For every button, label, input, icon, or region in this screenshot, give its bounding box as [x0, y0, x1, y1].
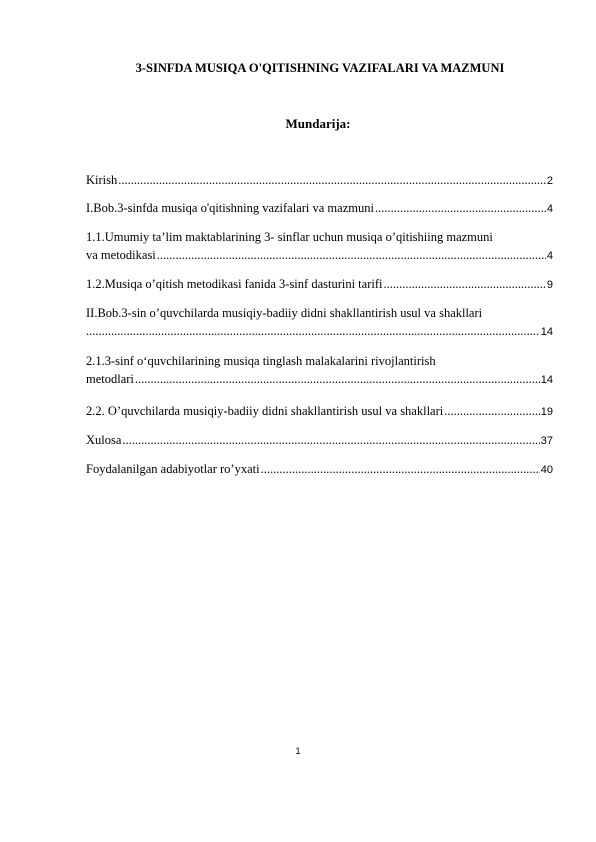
toc-dot-leader	[444, 402, 540, 420]
document-title: 3-SINFDA MUSIQA O'QITISHNING VAZIFALARI VA MAZMUNI	[135, 61, 505, 75]
toc-entry[interactable]	[86, 431, 553, 450]
toc-entry[interactable]	[86, 304, 553, 341]
toc-entry-title: 2.2. O’quvchilarda musiqiy-badiiy didni shakllantirish usul va shakllari	[86, 404, 444, 418]
toc-dot-leader	[135, 370, 540, 388]
toc-entry-title: va metodikasi	[86, 248, 156, 262]
toc-entry-title: I.Bob.3-sinfda musiqa o'qitishning vazifalari va mazmuni	[86, 201, 374, 215]
toc-entry-page: 2	[546, 175, 553, 187]
toc-entry-title: metodlari	[86, 372, 134, 386]
toc-entry-page: 19	[540, 406, 553, 418]
toc-dot-leader	[122, 431, 539, 449]
toc-entry[interactable]	[86, 352, 553, 389]
toc-entry[interactable]	[86, 228, 553, 265]
toc-entry-title: Foydalanilgan adabiyotlar ro’yxati	[86, 462, 260, 476]
toc-entry[interactable]	[86, 199, 553, 218]
toc-entry-page: 37	[540, 435, 553, 447]
toc-entry[interactable]	[86, 171, 553, 190]
toc-dot-leader	[375, 199, 546, 217]
toc-entry-page: 40	[540, 464, 553, 476]
toc-entry-title-line: II.Bob.3-sin o’quvchilarda musiqiy-badiiy didni shakllantirish usul va shakllari	[86, 306, 483, 320]
toc-dot-leader	[157, 246, 546, 264]
toc-entry-title-line: 2.1.3-sinf o‘quvchilarining musiqa tinglash malakalarini rivojlantirish	[86, 354, 436, 368]
toc-entry[interactable]	[86, 275, 553, 294]
toc-entry-title-line: 1.1.Umumiy ta’lim maktablarining 3- sinflar uchun musiqa o’qitishiing mazmuni	[86, 230, 493, 244]
toc-entry-page: 9	[546, 279, 553, 291]
toc-dot-leader	[118, 171, 546, 189]
toc-entry[interactable]	[86, 402, 553, 421]
toc-entry[interactable]	[86, 460, 553, 479]
toc-entry-page: 4	[546, 250, 553, 262]
toc-dot-leader	[86, 322, 540, 340]
toc-dot-leader	[261, 460, 540, 478]
page-number: 1	[295, 746, 301, 756]
toc-entry-title: 1.2.Musiqa o’qitish metodikasi fanida 3-sinf dasturini tarifi	[86, 277, 383, 291]
toc-heading: Mundarija:	[285, 116, 351, 131]
toc-dot-leader	[383, 275, 545, 293]
toc-entry-page: 14	[540, 326, 553, 338]
toc-entry-page: 4	[546, 203, 553, 215]
toc-entry-page: 14	[540, 374, 553, 386]
toc-entry-title: Kirish	[86, 173, 118, 187]
toc-entry-title: Xulosa	[86, 433, 122, 447]
